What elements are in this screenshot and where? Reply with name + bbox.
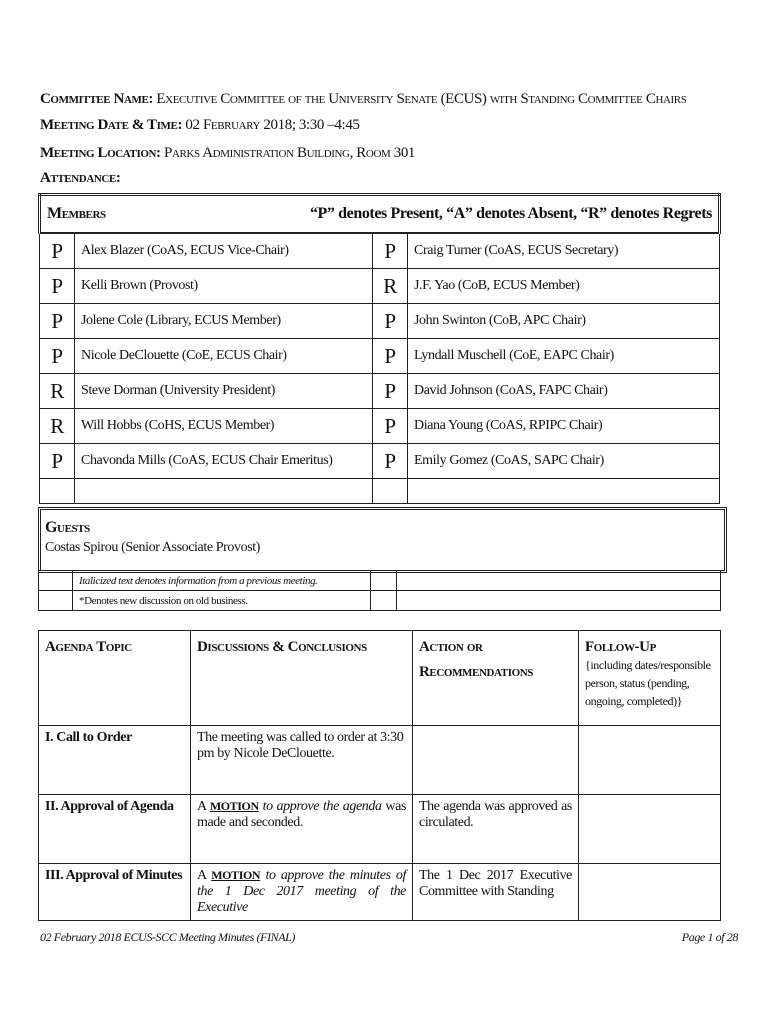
discussions-header: Discussions & Conclusions <box>191 631 413 726</box>
committee-value: Executive Committee of the University Senate (ECUS) with Standing Committee Chairs <box>156 91 687 107</box>
member-row <box>40 304 720 339</box>
attendance-mark: P <box>373 444 408 479</box>
member-name: Diana Young (CoAS, RPIPC Chair) <box>408 409 720 444</box>
member-name: John Swinton (CoB, APC Chair) <box>408 304 720 339</box>
meeting-location-line <box>40 142 415 164</box>
motion-keyword: MOTION <box>209 799 259 813</box>
guests-heading: Guests <box>45 519 90 536</box>
member-row <box>40 269 720 304</box>
attendance-mark: P <box>373 233 408 269</box>
member-row <box>40 409 720 444</box>
attendance-mark: P <box>40 269 75 304</box>
attendance-mark: P <box>40 444 75 479</box>
agenda-topic-header: Agenda Topic <box>39 631 191 726</box>
empty-member-row <box>40 479 720 504</box>
members-heading: Members <box>47 205 106 222</box>
member-name: Nicole DeClouette (CoE, ECUS Chair) <box>75 339 373 374</box>
member-name: Will Hobbs (CoHS, ECUS Member) <box>75 409 373 444</box>
agenda-topic: II. Approval of Agenda <box>39 795 191 864</box>
guest-name: Costas Spirou (Senior Associate Provost) <box>45 540 260 555</box>
agenda-row <box>39 864 721 921</box>
attendance-mark: P <box>40 233 75 269</box>
attendance-mark: R <box>373 269 408 304</box>
location-label: Meeting Location: <box>40 145 161 161</box>
meeting-date-line <box>40 114 360 136</box>
attendance-mark: P <box>373 374 408 409</box>
committee-name-line <box>40 88 686 110</box>
member-name: Emily Gomez (CoAS, SAPC Chair) <box>408 444 720 479</box>
agenda-discussion: A MOTION to approve the agenda was made and seconded. <box>191 795 413 864</box>
attendance-mark: P <box>373 409 408 444</box>
member-name: Lyndall Muschell (CoE, EAPC Chair) <box>408 339 720 374</box>
attendance-legend: “P” denotes Present, “A” denotes Absent, “R” denotes Regrets <box>309 205 712 222</box>
notes-table <box>38 570 721 611</box>
agenda-header-row <box>39 631 721 726</box>
action-header-line1: Action or <box>419 639 483 655</box>
agenda-row <box>39 795 721 864</box>
attendance-mark: P <box>373 304 408 339</box>
attendance-mark: P <box>40 304 75 339</box>
attendance-mark: R <box>40 374 75 409</box>
agenda-topic: III. Approval of Minutes <box>39 864 191 921</box>
member-name: Steve Dorman (University President) <box>75 374 373 409</box>
attendance-mark: P <box>40 339 75 374</box>
note-new-discussion: *Denotes new discussion on old business. <box>73 591 371 611</box>
guests-section <box>38 507 727 573</box>
attendance-mark: R <box>40 409 75 444</box>
member-row <box>40 374 720 409</box>
date-label: Meeting Date & Time: <box>40 117 183 133</box>
attendance-header-row <box>40 195 720 234</box>
follow-up-title: Follow-Up <box>585 639 656 655</box>
follow-up-header <box>579 631 721 726</box>
attendance-line <box>40 167 121 189</box>
member-name: David Johnson (CoAS, FAPC Chair) <box>408 374 720 409</box>
note-italic: Italicized text denotes information from a previous meeting. <box>73 571 371 591</box>
committee-label: Committee Name: <box>40 91 154 107</box>
attendance-mark: P <box>373 339 408 374</box>
member-name: Kelli Brown (Provost) <box>75 269 373 304</box>
member-name: Chavonda Mills (CoAS, ECUS Chair Emeritus) <box>75 444 373 479</box>
agenda-discussion: The meeting was called to order at 3:30 pm by Nicole DeClouette. <box>191 726 413 795</box>
footer-page-number: Page 1 of 28 <box>681 930 738 944</box>
agenda-table <box>38 630 721 921</box>
member-row <box>40 339 720 374</box>
motion-keyword: MOTION <box>211 868 261 882</box>
member-name: Jolene Cole (Library, ECUS Member) <box>75 304 373 339</box>
follow-up-subtitle: {including dates/responsible person, status (pending, ongoing, completed)} <box>585 658 711 708</box>
date-value: 02 February 2018; 3:30 –4:45 <box>185 117 360 133</box>
agenda-topic: I. Call to Order <box>39 726 191 795</box>
member-name: Craig Turner (CoAS, ECUS Secretary) <box>408 233 720 269</box>
attendance-label: Attendance: <box>40 170 121 186</box>
attendance-table <box>38 193 721 504</box>
member-name: J.F. Yao (CoB, ECUS Member) <box>408 269 720 304</box>
agenda-row <box>39 726 721 795</box>
member-row <box>40 444 720 479</box>
agenda-action: The agenda was approved as circulated. <box>413 795 579 864</box>
location-value: Parks Administration Building, Room 301 <box>164 145 416 161</box>
agenda-action <box>413 726 579 795</box>
member-row <box>40 233 720 269</box>
footer-document-title: 02 February 2018 ECUS-SCC Meeting Minutes (FINAL) <box>40 930 296 944</box>
member-name: Alex Blazer (CoAS, ECUS Vice-Chair) <box>75 233 373 269</box>
agenda-discussion: A MOTION to approve the minutes of the 1 Dec 2017 meeting of the Executive <box>191 864 413 921</box>
agenda-action: The 1 Dec 2017 Executive Committee with Standing <box>413 864 579 921</box>
action-header-line2: Recommendations <box>419 664 534 680</box>
action-header <box>413 631 579 726</box>
